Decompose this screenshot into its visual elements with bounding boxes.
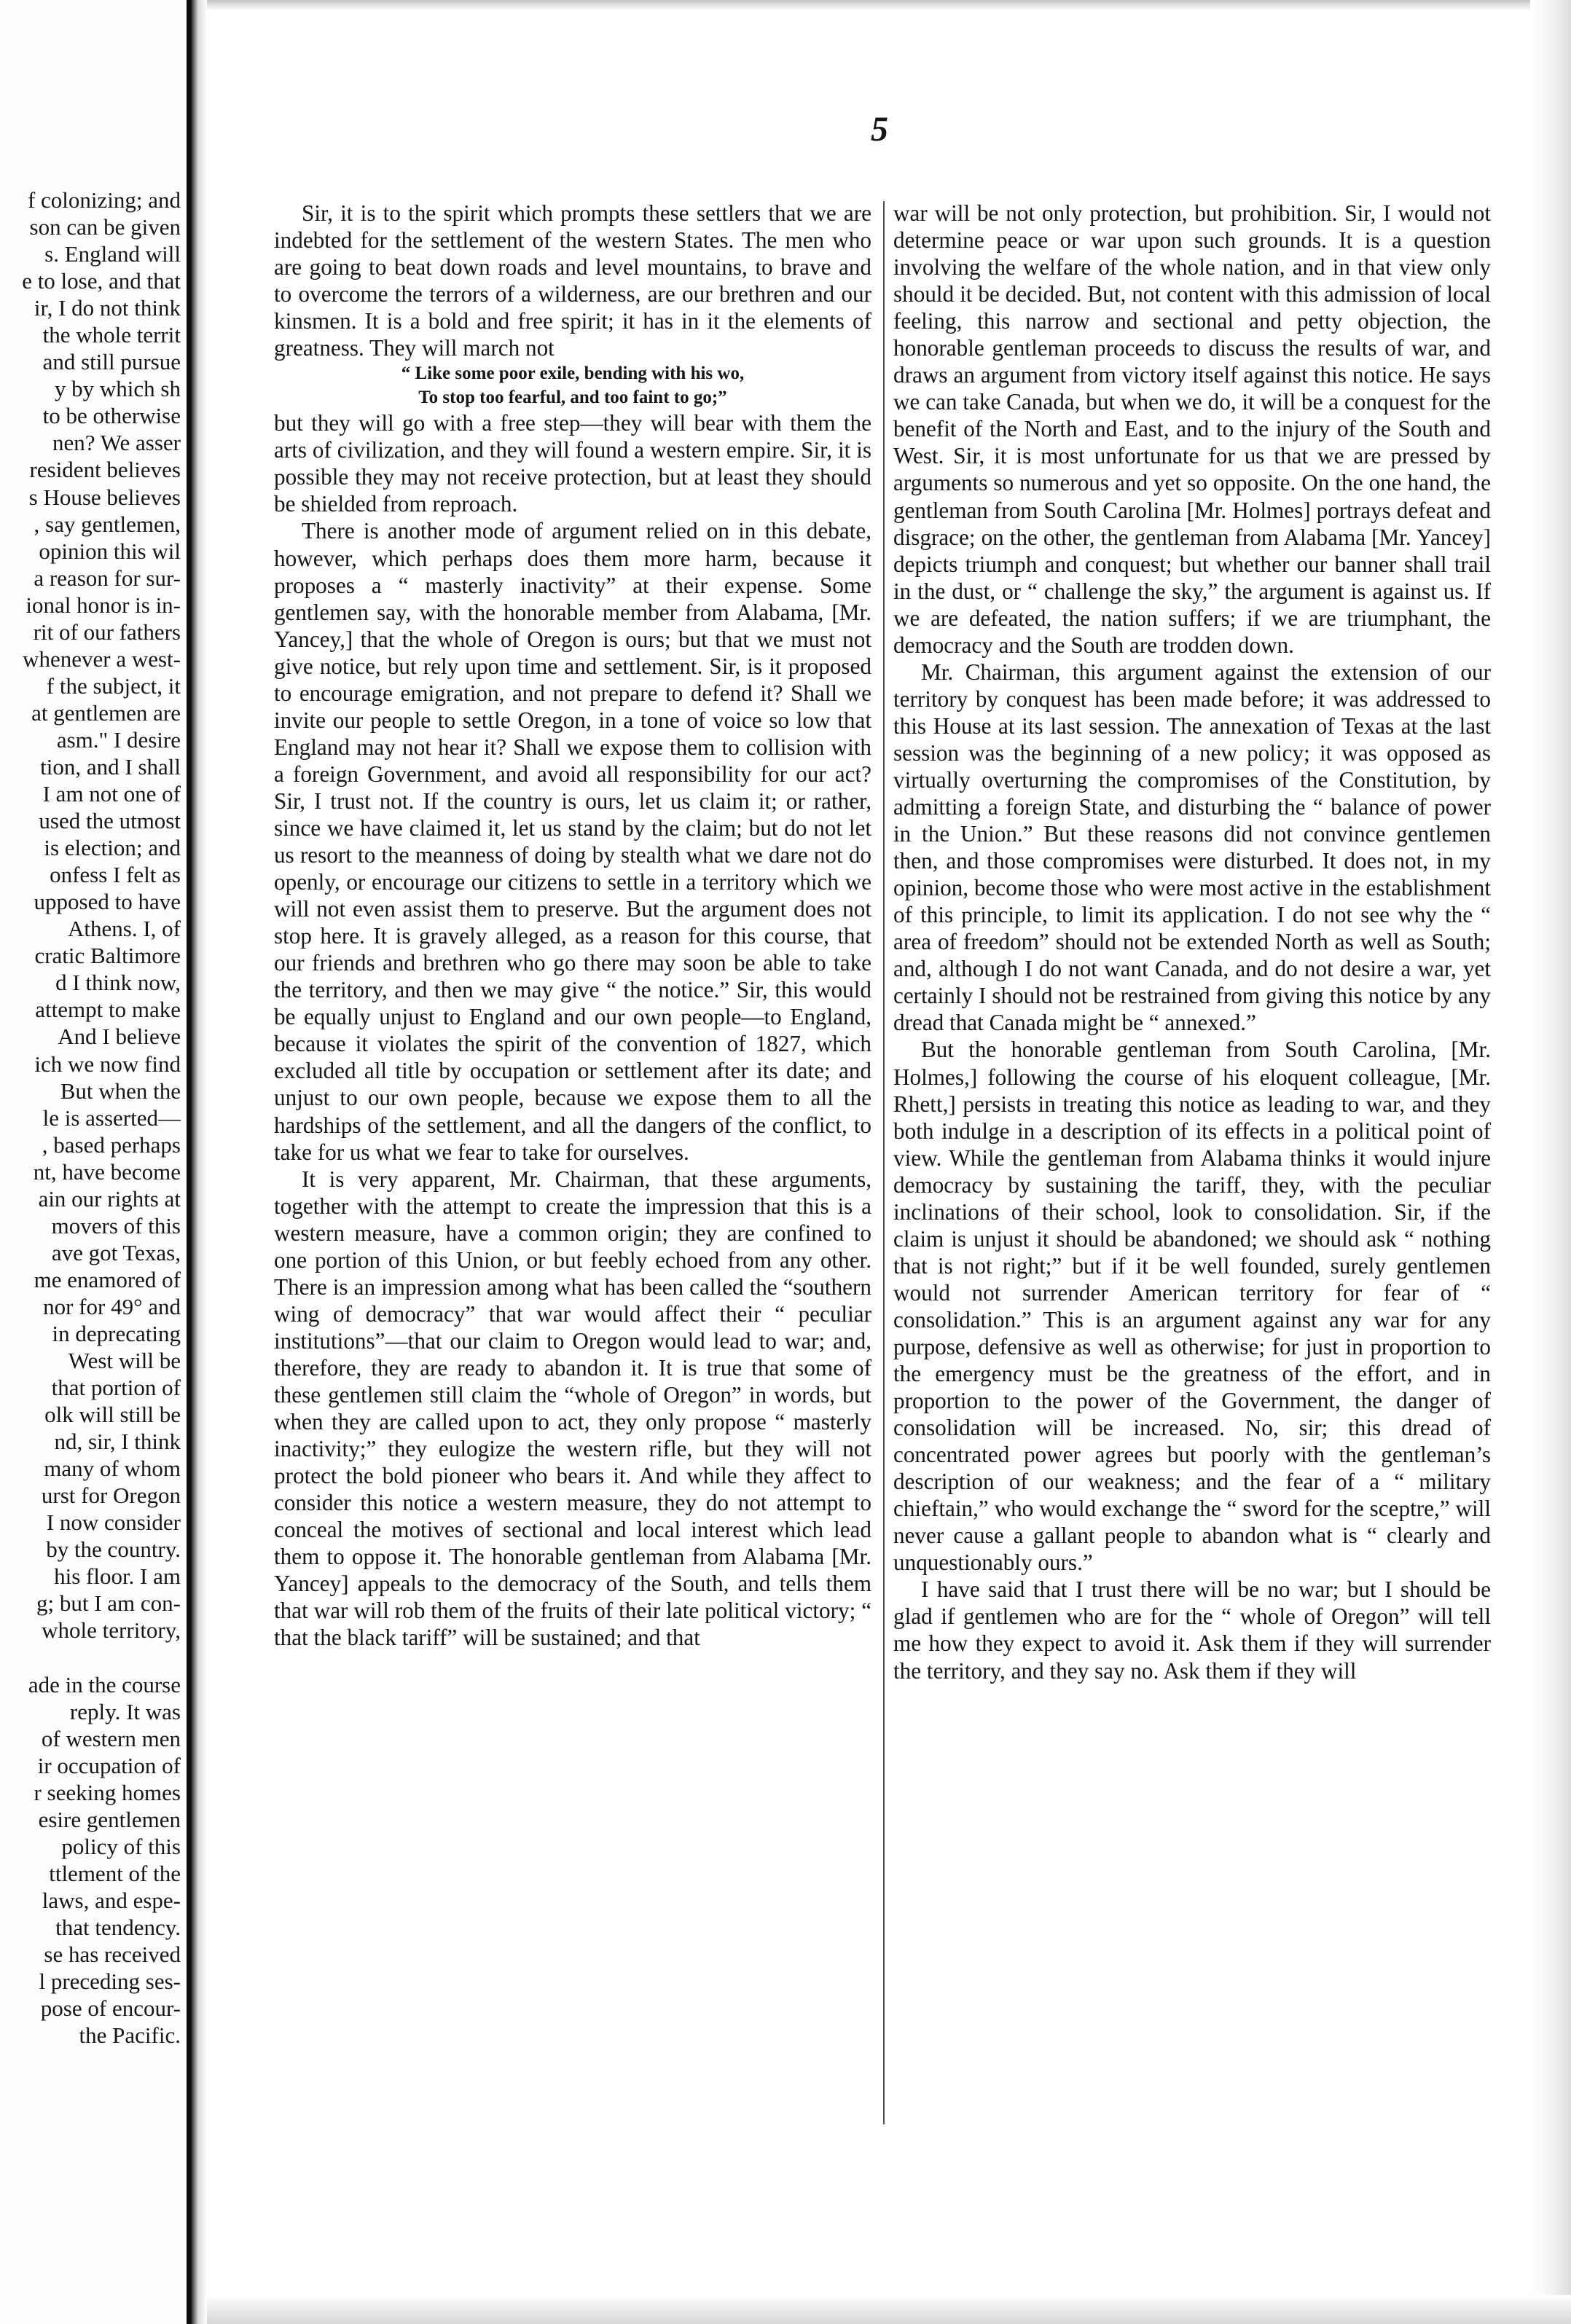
previous-page-line: esire gentlemen xyxy=(38,1806,181,1832)
previous-page-line: f the subject, it xyxy=(46,672,181,699)
previous-page-line: a reason for sur- xyxy=(34,565,181,591)
previous-page-line: cratic Baltimore xyxy=(34,943,181,969)
text-column-left xyxy=(274,200,871,1651)
previous-page-line: nt, have become xyxy=(33,1158,181,1185)
previous-page-line: policy of this xyxy=(61,1833,181,1859)
column-rule xyxy=(883,201,885,2124)
previous-page-line: ade in the course xyxy=(28,1671,181,1697)
previous-page-line: that portion of xyxy=(51,1375,181,1401)
previous-page-line: used the utmost xyxy=(39,808,181,834)
previous-page-line: laws, and espe- xyxy=(42,1887,181,1913)
paragraph: There is another mode of argument relied on in this debate, however, which perhaps does them more harm, because it proposes a “ masterly inactivity” at their expense. Some gentlemen say, with the honorable member from Alabama, [Mr. Yancey,] that the whole of Oregon is ours; but that we must not give notice, but rely upon time and settlement. Sir, is it proposed to encourage emigration, and not prepare to defend it? Shall we invite our people to settle Oregon, in a tone of voice so low that England may not hear it? Shall we expose them to collision with a foreign Government, and avoid all responsibility for our act? Sir, I trust not. If the country is ours, let us claim it; or rather, since we have claimed it, let us stand by the claim; but do not let us resort to the meanness of doing by stealth what we dare not do openly, or encourage our citizens to settle in a territory which we will not even assist them to preserve. But the argument does not stop here. It is gravely alleged, as a reason for this course, that our friends and brethren who go there may soon be able to take the territory, and then we may give “ the notice.” Sir, this would be equally unjust to England and our own people—to England, because it violates the spirit of the convention of 1827, which excluded all title by occupation or settlement after its date; and unjust to our own people, because we expose them to all the hardships of the settlement, and all the dangers of the conflict, to take for us what we fear to take for ourselves. xyxy=(274,518,871,1165)
previous-page-line: the Pacific. xyxy=(79,2022,181,2049)
previous-page-line: pose of encour- xyxy=(40,1995,181,2022)
previous-page-line: e to lose, and that xyxy=(22,268,181,294)
book-gutter xyxy=(187,0,207,2324)
previous-page-line: and still pursue xyxy=(42,349,181,375)
previous-page-line: s. England will xyxy=(44,241,181,267)
previous-page-line: se has received xyxy=(44,1942,181,1968)
previous-page-line: his floor. I am xyxy=(54,1563,181,1590)
previous-page-line: is election; and xyxy=(44,835,181,861)
previous-page-line: resident believes xyxy=(29,457,181,483)
previous-page-line: in deprecating xyxy=(52,1320,181,1346)
previous-page-fragment xyxy=(0,0,187,2324)
previous-page-line: , based perhaps xyxy=(42,1131,181,1158)
previous-page-line: Athens. I, of xyxy=(68,916,181,942)
previous-page-line: tion, and I shall xyxy=(40,753,181,780)
previous-page-line: upposed to have xyxy=(34,889,181,915)
page-bottom-edge xyxy=(207,2295,1571,2324)
previous-page-text xyxy=(0,187,181,2049)
previous-page-line: attempt to make xyxy=(35,997,181,1023)
previous-page-line: And I believe xyxy=(58,1024,181,1050)
previous-page-line: ave got Texas, xyxy=(51,1239,181,1265)
previous-page-line: by the country. xyxy=(46,1536,181,1563)
previous-page-line: West will be xyxy=(68,1348,181,1374)
previous-page-line: ional honor is in- xyxy=(26,592,181,618)
previous-page-line: me enamored of xyxy=(34,1266,181,1292)
previous-page-line: at gentlemen are xyxy=(31,699,181,726)
previous-page-line: nor for 49° and xyxy=(43,1293,181,1319)
verse-quotation xyxy=(274,361,871,409)
previous-page-line: ir occupation of xyxy=(37,1752,181,1778)
paragraph: but they will go with a free step—they will bear with them the arts of civilization, and they will found a western empire. Sir, it is possible they may not receive protection, but at least they should be shielded from reproach. xyxy=(274,410,871,517)
previous-page-line: nen? We asser xyxy=(52,430,181,456)
previous-page-line: movers of this xyxy=(51,1212,181,1238)
previous-page-line: But when the xyxy=(60,1077,181,1104)
previous-page-line: to be otherwise xyxy=(42,403,181,429)
page-top-shadow xyxy=(207,0,1571,10)
previous-page-line: son can be given xyxy=(29,214,181,240)
previous-page-line: I am not one of xyxy=(42,781,181,807)
previous-page-line: urst for Oregon xyxy=(41,1483,181,1509)
previous-page-line: y by which sh xyxy=(54,376,181,402)
previous-page-line: ain our rights at xyxy=(38,1185,181,1212)
previous-page-line: ir, I do not think xyxy=(34,295,181,321)
previous-page-line xyxy=(0,1644,181,1671)
previous-page-line: of western men xyxy=(41,1725,181,1751)
previous-page-line: many of whom xyxy=(44,1456,181,1482)
previous-page-line: d I think now, xyxy=(55,970,181,996)
previous-page-line: onfess I felt as xyxy=(50,862,181,888)
previous-page-line: l preceding ses- xyxy=(39,1968,181,1995)
previous-page-line: ttlement of the xyxy=(49,1860,181,1886)
paragraph: Mr. Chairman, this argument against the extension of our territory by conquest has been made before; it was addressed to this House at its last session. The annexation of Texas at the last session was the beginning of a new policy; it was opposed as virtually overturning the compromises of the Constitution, by admitting a foreign State, and disturbing the “ balance of power in the Union.” But these reasons did not convince gentlemen then, and those compromises were disturbed. It does not, in my opinion, become those who were most active in the establishment of this principle, to limit its application. I do not see why the “ area of freedom” should not be extended North as well as South; and, although I do not want Canada, and do not desire a war, yet certainly I should not be restrained from giving this notice by any dread that Canada might be “ annexed.” xyxy=(893,659,1491,1036)
previous-page-line: rit of our fathers xyxy=(33,619,181,645)
paragraph: It is very apparent, Mr. Chairman, that these arguments, together with the attempt to create the impression that this is a western measure, have a common origin; they are confined to one portion of this Union, or but feebly echoed from any other. There is an impression among what has been called the “southern wing of democracy” that war would affect their “ peculiar institutions”—that our claim to Oregon would lead to war; and, therefore, they are ready to abandon it. It is true that some of these gentlemen still claim the “whole of Oregon” in words, but when they are called upon to act, they only propose “ masterly inactivity;” they eulogize the western rifle, but they will not protect the bold pioneer who bears it. And while they affect to consider this notice a western measure, they do not attempt to conceal the motives of sectional and local interest which lead them to oppose it. The honorable gentleman from Alabama [Mr. Yancey] appeals to the democracy of the South, and tells them that war will rob them of the fruits of their late political victory; “ that the black tariff” will be sustained; and that xyxy=(274,1166,871,1651)
previous-page-line: that tendency. xyxy=(55,1915,181,1940)
paragraph: Sir, it is to the spirit which prompts these settlers that we are indebted for the settlement of the western States. The men who are going to beat down roads and level mountains, to brave and to overcome the terrors of a wilderness, are our brethren and our kinsmen. It is a bold and free spirit; it has in it the elements of greatness. They will march not xyxy=(274,200,871,361)
previous-page-line: the whole territ xyxy=(42,322,181,348)
previous-page-line: reply. It was xyxy=(69,1698,181,1724)
text-column-right xyxy=(893,200,1491,1684)
verse-line: To stop too fearful, and too faint to go;” xyxy=(418,388,727,408)
previous-page-line: olk will still be xyxy=(44,1402,181,1428)
previous-page-line: s House believes xyxy=(28,484,181,510)
page-number: 5 xyxy=(871,110,888,149)
verse-line: “ Like some poor exile, bending with his wo, xyxy=(401,364,745,384)
previous-page-line: , say gentlemen, xyxy=(34,511,181,537)
paragraph: But the honorable gentleman from South Carolina, [Mr. Holmes,] following the course of his eloquent colleague, [Mr. Rhett,] persists in treating this notice as leading to war, and they both indulge in a description of its effects in a political point of view. While the gentleman from Alabama thinks it would injure democracy by sustaining the tariff, they, with the peculiar inclinations of their school, look to consolidation. Sir, if the claim is unjust it should be abandoned; we should ask “ nothing that is not right;” but if it be well founded, surely gentlemen would not surrender American territory for fear of “ consolidation.” This is an argument against any war for any purpose, defensive as well as otherwise; for just in proportion to the emergency must be the greatness of the effort, and in proportion to the power of the Government, the danger of consolidation will be increased. No, sir; this dread of concentrated power agrees but poorly with the gentleman’s description of our weakness; and the fear of a “ military chieftain,” who would exchange the “ sword for the sceptre,” will never cause a gallant people to abandon what is “ clearly and unquestionably ours.” xyxy=(893,1037,1491,1576)
previous-page-line: whole territory, xyxy=(42,1617,181,1644)
previous-page-line: g; but I am con- xyxy=(36,1590,181,1617)
paragraph: I have said that I trust there will be no war; but I should be glad if gentlemen who are for the “ whole of Oregon” will tell me how they expect to avoid it. Ask them if they will surrender the territory, and they say no. Ask them if they will xyxy=(893,1577,1491,1684)
previous-page-line: nd, sir, I think xyxy=(54,1429,181,1455)
paragraph: war will be not only protection, but prohibition. Sir, I would not determine peace or war upon such grounds. It is a question involving the welfare of the whole nation, and in that view only should it be decided. But, not content with this admission of local feeling, this narrow and sectional and petty objection, the honorable gentleman proceeds to discuss the results of war, and draws an argument from victory itself against this notice. He says we can take Canada, but when we do, it will be a conquest for the benefit of the North and East, and to the injury of the South and West. Sir, it is most unfortunate for us that we are pressed by arguments so numerous and yet so opposite. On the one hand, the gentleman from South Carolina [Mr. Holmes] portrays defeat and disgrace; on the other, the gentleman from Alabama [Mr. Yancey] depicts triumph and conquest; but whether our banner shall trail in the dust, or “ challenge the sky,” the argument is against us. If we are defeated, the nation suffers; if we are triumphant, the democracy and the South are trodden down. xyxy=(893,200,1491,658)
previous-page-line: r seeking homes xyxy=(34,1779,181,1805)
page-right-edge xyxy=(1530,0,1571,2324)
previous-page-line: asm." I desire xyxy=(56,726,181,753)
previous-page-line: le is asserted— xyxy=(42,1104,181,1131)
previous-page-line: ich we now find xyxy=(34,1051,181,1077)
previous-page-line: opinion this wil xyxy=(39,538,181,564)
previous-page-line: I now consider xyxy=(46,1510,181,1536)
previous-page-line: f colonizing; and xyxy=(27,187,181,213)
previous-page-line: whenever a west- xyxy=(23,645,181,672)
